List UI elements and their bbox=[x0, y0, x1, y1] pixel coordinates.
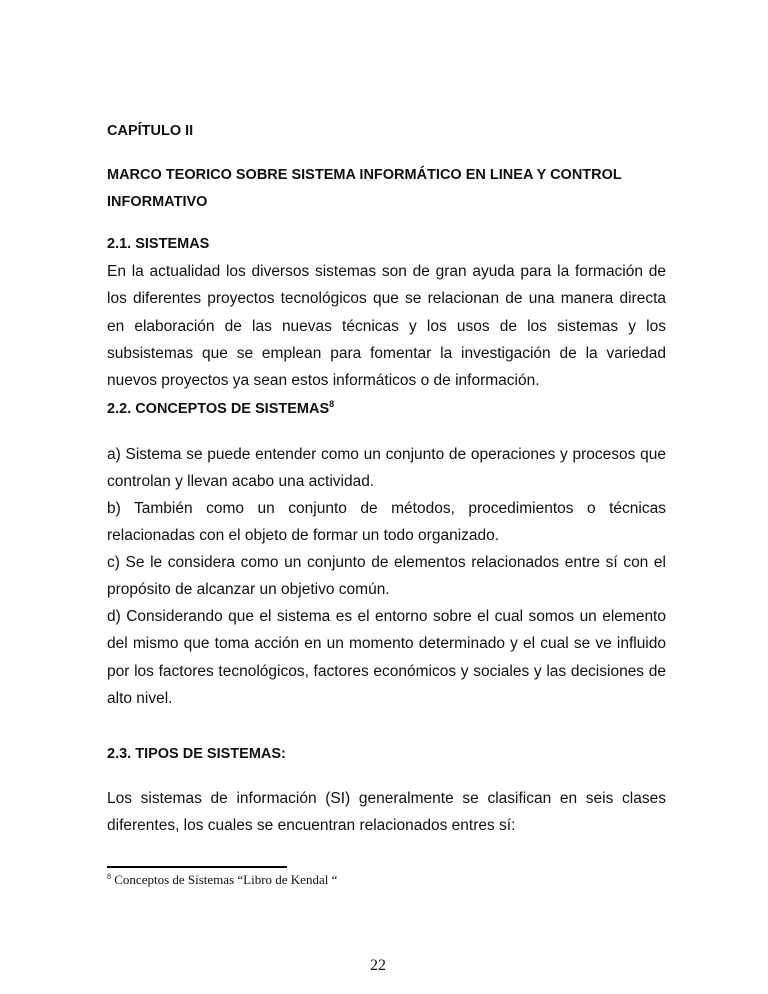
chapter-title-line-1: MARCO TEORICO SOBRE SISTEMA INFORMÁTICO EN LINEA Y CONTROL bbox=[107, 167, 622, 183]
section-2-1-paragraph: En la actualidad los diversos sistemas son de gran ayuda para la formación de los diferentes proyectos tecnológicos que se relacionan de una manera directa en elaboración de las nuevas técnicas y los usos de los sistemas y los subsistemas que se emplean para fomentar la investigación de la variedad nuevos proyectos ya sean estos informáticos o de información. bbox=[107, 263, 666, 390]
section-heading-2-1: 2.1. SISTEMAS bbox=[107, 236, 210, 252]
footnote-reference[interactable]: 8 bbox=[329, 399, 335, 409]
section-heading-2-2 bbox=[107, 396, 666, 423]
footnote-text: Conceptos de Sistemas “Libro de Kendal “ bbox=[111, 872, 338, 887]
section-2-3-paragraph: Los sistemas de información (SI) generalmente se clasifican en seis clases diferentes, los cuales se encuentran relacionados entres sí: bbox=[107, 790, 666, 835]
concept-item-b: b) También como un conjunto de métodos, procedimientos o técnicas relacionadas con el objeto de formar un todo organizado. bbox=[107, 500, 666, 545]
footnote-number: 8 bbox=[107, 872, 111, 881]
concept-item-a: a) Sistema se puede entender como un conjunto de operaciones y procesos que controlan y llevan acabo una actividad. bbox=[107, 446, 666, 491]
concept-item-c: c) Se le considera como un conjunto de elementos relacionados entre sí con el propósito de alcanzar un objetivo común. bbox=[107, 554, 666, 599]
section-heading-2-3: 2.3. TIPOS DE SISTEMAS: bbox=[107, 746, 286, 762]
chapter-heading: CAPÍTULO II bbox=[107, 123, 194, 139]
section-2-2-heading-text: 2.2. CONCEPTOS DE SISTEMAS bbox=[107, 401, 330, 417]
page-number: 22 bbox=[370, 957, 386, 974]
chapter-title-line-2: INFORMATIVO bbox=[107, 194, 208, 210]
footnote-separator bbox=[107, 866, 287, 868]
footnote bbox=[107, 872, 337, 888]
concept-item-d: d) Considerando que el sistema es el entorno sobre el cual somos un elemento del mismo que toma acción en un momento determinado y el cual se ve influido por los factores tecnológicos, factores económicos y sociales y las decisiones de alto nivel. bbox=[107, 608, 666, 707]
